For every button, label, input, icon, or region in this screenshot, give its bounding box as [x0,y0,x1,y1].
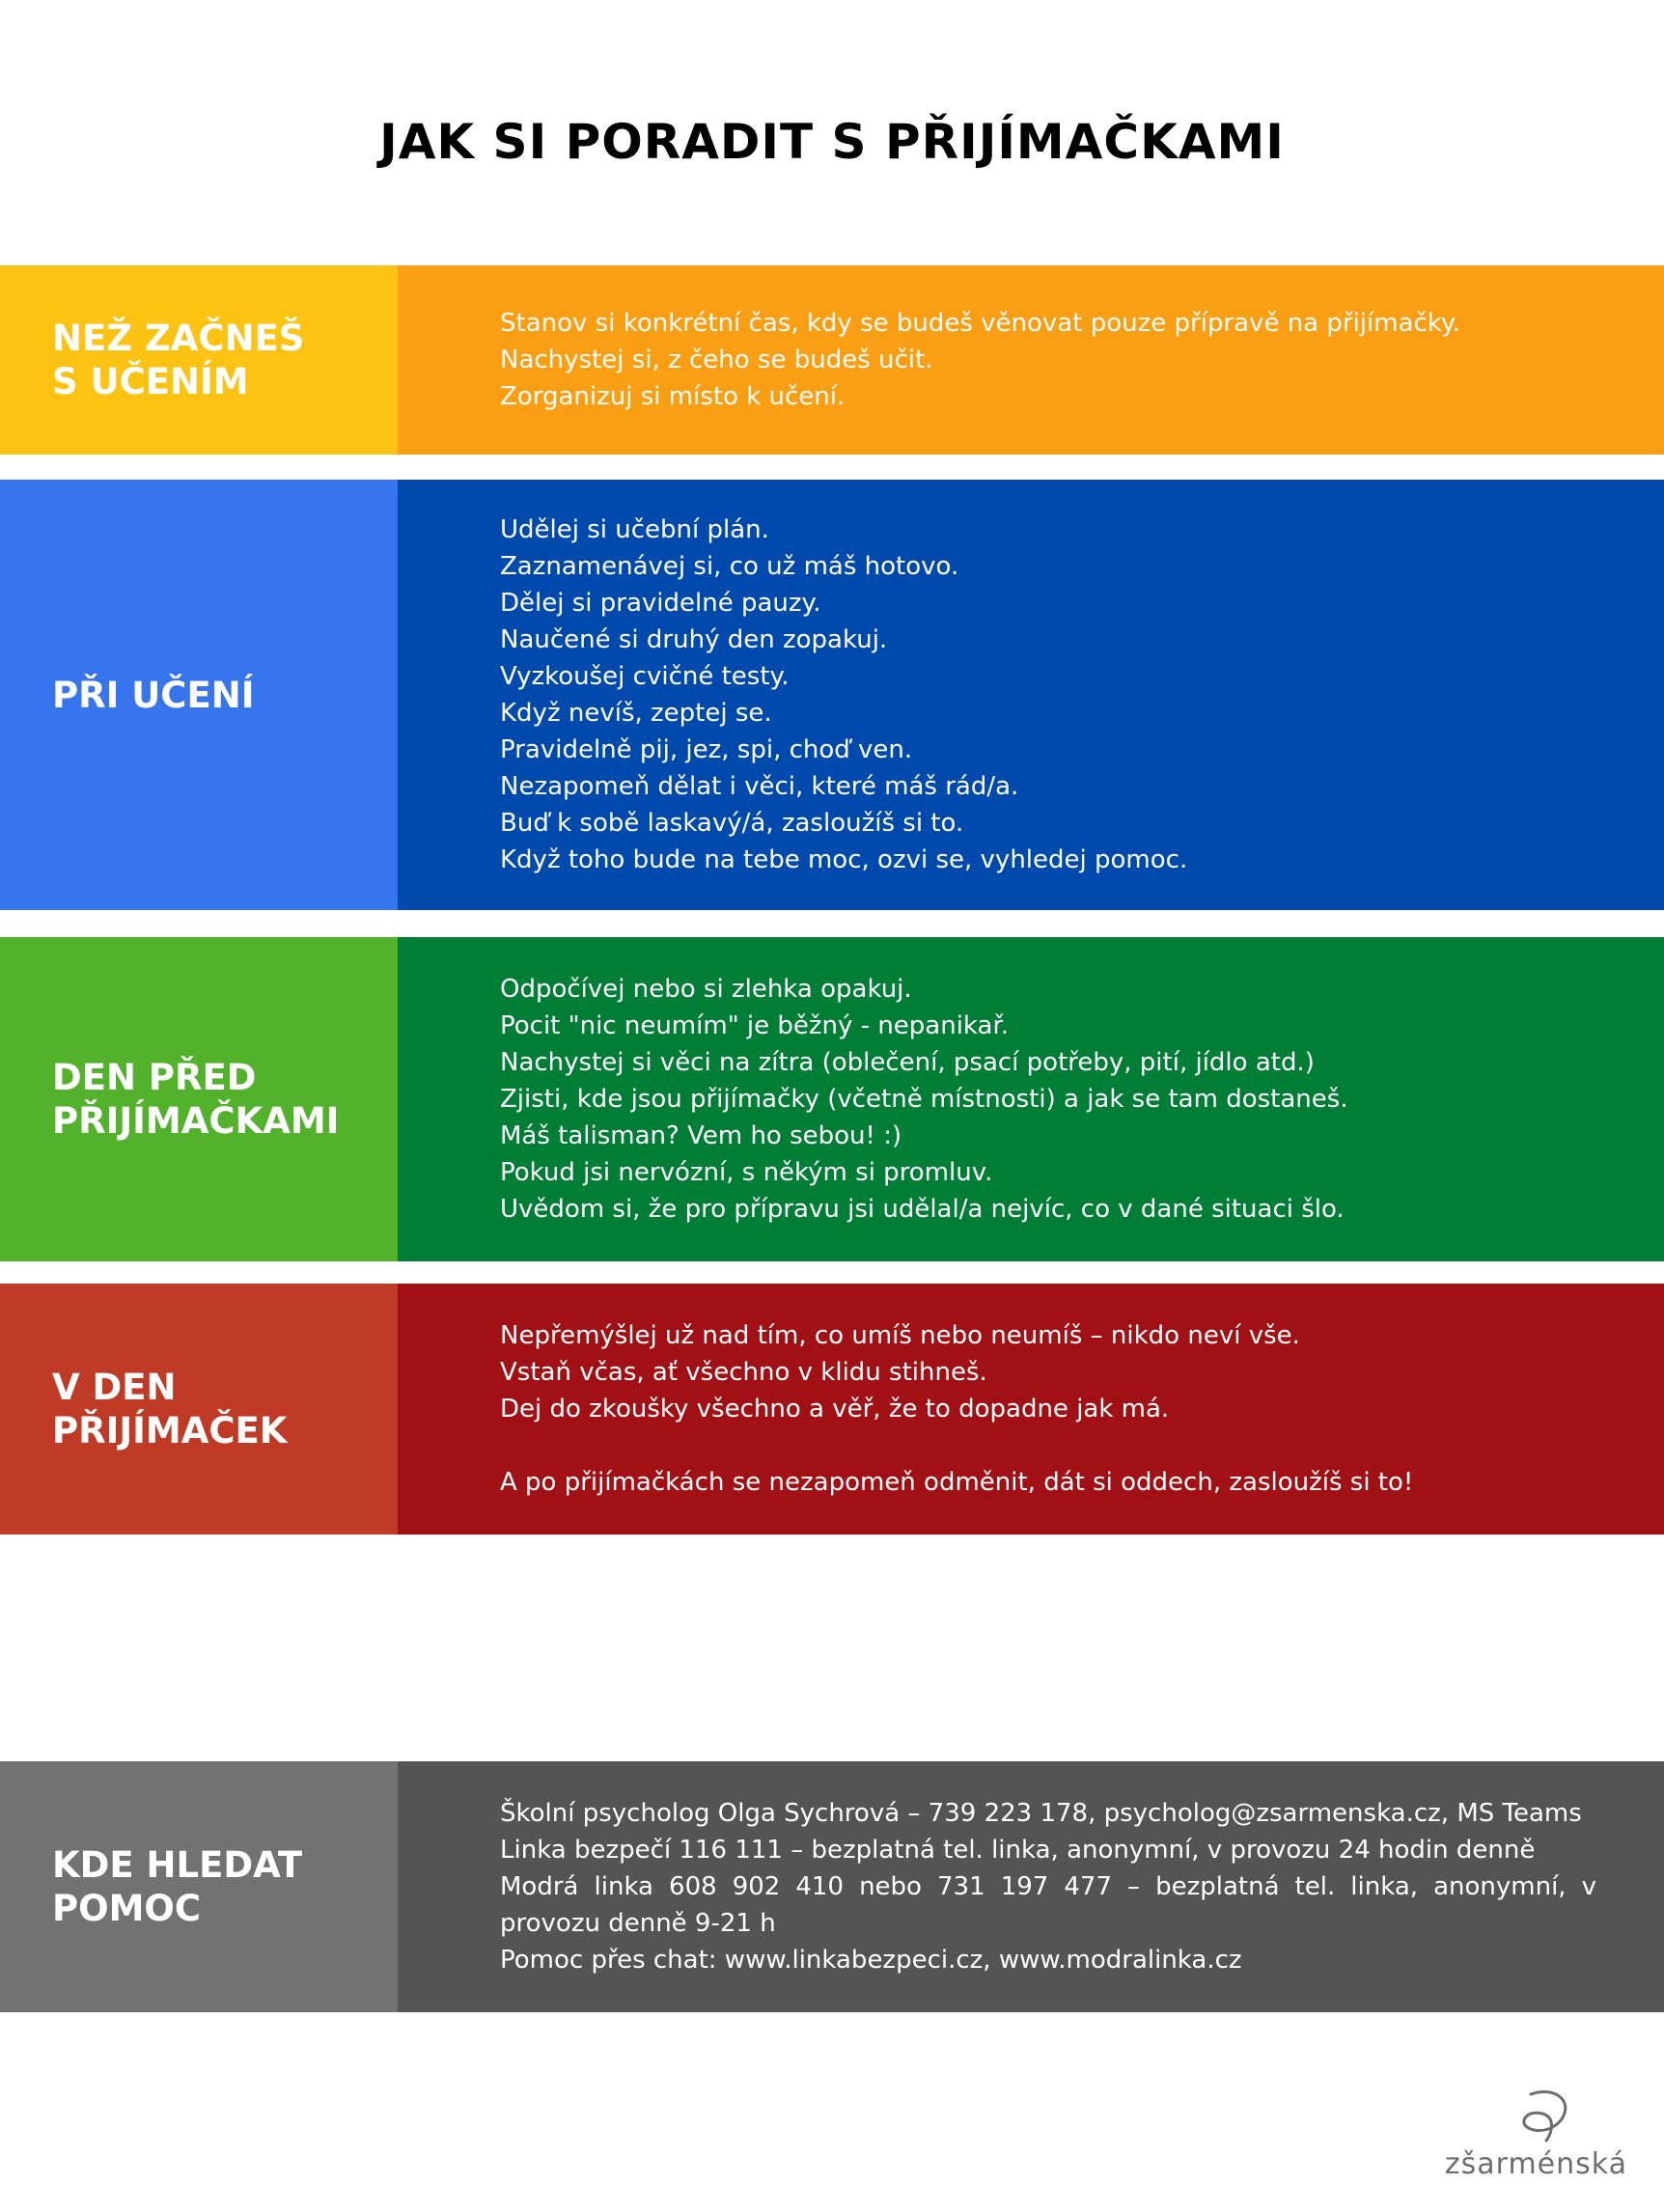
section-label [0,1761,398,2012]
section-label-line: PŘIJÍMAČEK [52,1410,288,1452]
section-content [398,1284,1664,1535]
tip-line: Pokud jsi nervózní, s někým si promluv. [500,1158,993,1187]
tip-line: Zjisti, kde jsou přijímačky (včetně místnosti) a jak se tam dostaneš. [500,1085,1348,1114]
tip-line: Zorganizuj si místo k učení. [500,382,846,411]
section-content [398,480,1664,910]
tip-line: Zaznamenávej si, co už máš hotovo. [500,552,959,581]
tip-line: Nepřemýšlej už nad tím, co umíš nebo neumíš – nikdo neví vše. [500,1321,1300,1350]
section-label [0,1284,398,1535]
tip-line: Dej do zkoušky všechno a věř, že to dopadne jak má. [500,1395,1170,1424]
page-title: JAK SI PORADIT S PŘIJÍMAČKAMI [379,114,1285,170]
tip-line: Vyzkoušej cvičné testy. [500,662,790,691]
section-while-learning [0,480,1664,910]
tip-line: Když nevíš, zeptej se. [500,699,772,728]
section-label [0,265,398,455]
school-logo-icon [1513,2085,1581,2143]
closing-line: A po přijímačkách se nezapomeň odměnit, dát si oddech, zasloužíš si to! [500,1468,1414,1497]
section-label-line: DEN PŘED [52,1057,257,1098]
tip-line: Odpočívej nebo si zlehka opakuj. [500,975,912,1004]
tip-line: Pocit "nic neumím" je běžný - nepanikař. [500,1011,1010,1040]
tip-line: Udělej si učební plán. [500,515,769,544]
contact-line: Pomoc přes chat: www.linkabezpeci.cz, www.modralinka.cz [500,1946,1242,1975]
section-exam-day [0,1284,1664,1535]
section-label [0,480,398,910]
tip-line: Uvědom si, že pro přípravu jsi udělal/a nejvíc, co v dané situaci šlo. [500,1195,1345,1224]
section-label-line: POMOC [52,1888,201,1929]
school-logo [1434,2085,1627,2181]
section-label-line: PŘIJÍMAČKAMI [52,1100,340,1142]
tip-line: Vstaň včas, ať všechno v klidu stihneš. [500,1358,987,1387]
tip-line: Když toho bude na tebe moc, ozvi se, vyhledej pomoc. [500,845,1188,874]
section-label-line: NEŽ ZAČNEŠ [52,318,305,359]
section-label-line: KDE HLEDAT [52,1844,303,1886]
section-where-to-find-help [0,1761,1664,2012]
tip-line: Pravidelně pij, jez, spi, choď ven. [500,735,913,764]
school-logo-text: zšarménská [1444,2147,1627,2181]
tip-line: Buď k sobě laskavý/á, zasloužíš si to. [500,809,964,838]
section-content [398,1761,1664,2012]
contact-line: Školní psycholog Olga Sychrová – 739 223 178, psycholog@zsarmenska.cz, MS Teams [500,1799,1582,1828]
tip-line: Dělej si pravidelné pauzy. [500,589,821,618]
section-content [398,265,1664,455]
section-label-line: PŘI UČENÍ [52,674,255,716]
tip-line: Nachystej si věci na zítra (oblečení, psací potřeby, pití, jídlo atd.) [500,1048,1315,1077]
contact-line: Modrá linka 608 902 410 nebo 731 197 477 – bezplatná tel. linka, anonymní, v provozu denně 9-21 h [500,1872,1596,1938]
section-before-learning [0,265,1664,455]
tip-line: Máš talisman? Vem ho sebou! :) [500,1121,902,1150]
tip-line: Naučené si druhý den zopakuj. [500,625,888,654]
section-content [398,937,1664,1261]
tip-line: Stanov si konkrétní čas, kdy se budeš věnovat pouze přípravě na přijímačky. [500,309,1460,338]
contact-line: Linka bezpečí 116 111 – bezplatná tel. linka, anonymní, v provozu 24 hodin denně [500,1836,1536,1865]
tip-line: Nachystej si, z čeho se budeš učit. [500,346,933,374]
tip-line: Nezapomeň dělat i věci, které máš rád/a. [500,772,1019,801]
section-day-before [0,937,1664,1261]
section-label-line: S UČENÍM [52,361,249,402]
section-label [0,937,398,1261]
section-label-line: V DEN [52,1367,177,1408]
